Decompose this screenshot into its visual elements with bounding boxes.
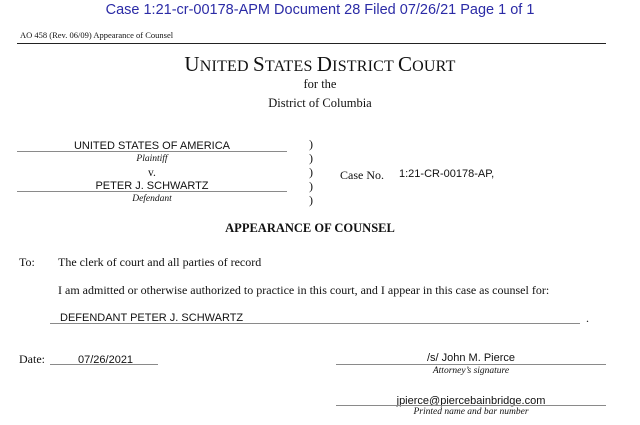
- caption-paren: ): [309, 193, 313, 207]
- date-label: Date:: [19, 352, 45, 366]
- date-value: 07/26/2021: [78, 354, 134, 366]
- to-label: To:: [19, 255, 35, 269]
- court-title-smallcaps: NITED: [199, 58, 253, 75]
- for-the-text: for the: [303, 77, 337, 91]
- court-title-smallcaps: ISTRICT: [332, 58, 398, 75]
- email-value: jpierce@piercebainbridge.com: [396, 395, 546, 407]
- district-name: District of Columbia: [268, 96, 372, 110]
- date-line: [50, 364, 158, 365]
- email-label: Printed name and bar number: [413, 407, 529, 417]
- email-line: [336, 405, 606, 406]
- signature-value: /s/ John M. Pierce: [426, 352, 516, 364]
- case-number-value: 1:21-CR-00178-AP,: [399, 168, 495, 180]
- form-number: AO 458 (Rev. 06/09) Appearance of Counsel: [20, 30, 174, 40]
- to-text: The clerk of court and all parties of record: [58, 255, 262, 269]
- court-title-letter: S: [252, 52, 265, 76]
- court-title-smallcaps: TATES: [264, 58, 317, 75]
- caption-paren: ): [309, 151, 313, 165]
- ecf-filing-header: Case 1:21-cr-00178-APM Document 28 Filed 07/26/21 Page 1 of 1: [105, 2, 535, 18]
- signature-line: [336, 364, 606, 365]
- court-title: [0, 52, 640, 77]
- counsel-for-value: DEFENDANT PETER J. SCHWARTZ: [60, 312, 244, 324]
- header-divider: [17, 43, 606, 44]
- caption-paren: ): [309, 179, 313, 193]
- counsel-for-line: [50, 323, 580, 324]
- court-title-letter: C: [397, 52, 413, 76]
- case-number-label: Case No.: [340, 168, 384, 182]
- court-title-smallcaps: OURT: [412, 58, 456, 75]
- appearance-title: APPEARANCE OF COUNSEL: [225, 221, 395, 235]
- defendant-name: PETER J. SCHWARTZ: [95, 180, 209, 192]
- court-title-letter: U: [184, 52, 200, 76]
- counsel-for-period: .: [586, 311, 589, 325]
- signature-label: Attorney’s signature: [432, 366, 510, 376]
- defendant-label: Defendant: [132, 194, 172, 204]
- admitted-statement: I am admitted or otherwise authorized to practice in this court, and I appear in this case as counsel for:: [58, 283, 550, 297]
- court-title-letter: D: [316, 52, 333, 76]
- versus-text: v.: [148, 167, 156, 179]
- caption-paren: ): [309, 165, 313, 179]
- plaintiff-name: UNITED STATES OF AMERICA: [73, 140, 231, 152]
- caption-paren: ): [309, 137, 313, 151]
- plaintiff-label: Plaintiff: [136, 154, 168, 164]
